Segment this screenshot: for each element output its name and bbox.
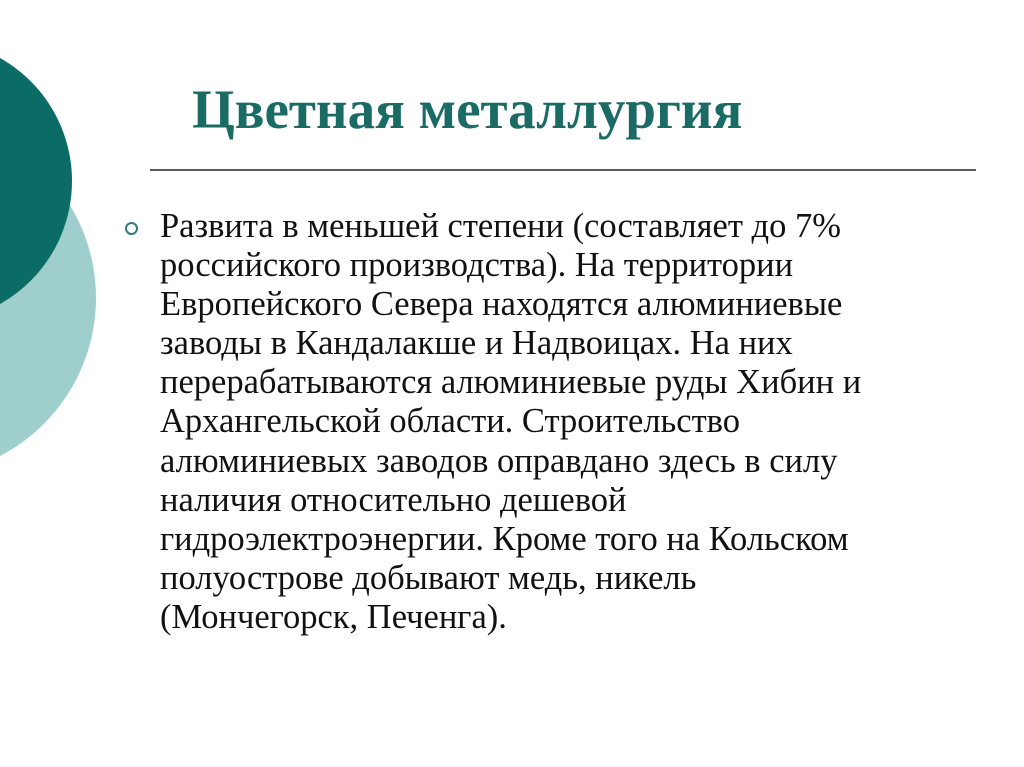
bullet-line: российского производства). На территории bbox=[160, 246, 794, 285]
bullet-line: Развита в меньшей степени (составляет до 7% bbox=[160, 207, 841, 245]
slide-title: Цветная металлургия bbox=[192, 79, 743, 140]
hollow-circle-icon bbox=[125, 222, 138, 235]
bullet-line: полуострове добывают медь, никель bbox=[160, 558, 697, 597]
bullet-text bbox=[160, 207, 990, 637]
bullet-line: Архангельской области. Строительство bbox=[160, 402, 740, 441]
title-divider bbox=[150, 169, 976, 171]
bullet-line: заводы в Кандалакше и Надвоицах. На них bbox=[160, 324, 793, 363]
bullet-line: гидроэлектроэнергии. Кроме того на Кольском bbox=[160, 519, 849, 558]
bullet-line: перерабатываются алюминиевые руды Хибин и bbox=[160, 363, 862, 402]
bullet-line: Европейского Севера находятся алюминиевые bbox=[160, 285, 843, 324]
bullet-line: (Мончегорск, Печенга). bbox=[160, 597, 507, 636]
bullet-line: алюминиевых заводов оправдано здесь в силу bbox=[160, 441, 838, 480]
bullet-line: наличия относительно дешевой bbox=[160, 480, 627, 519]
